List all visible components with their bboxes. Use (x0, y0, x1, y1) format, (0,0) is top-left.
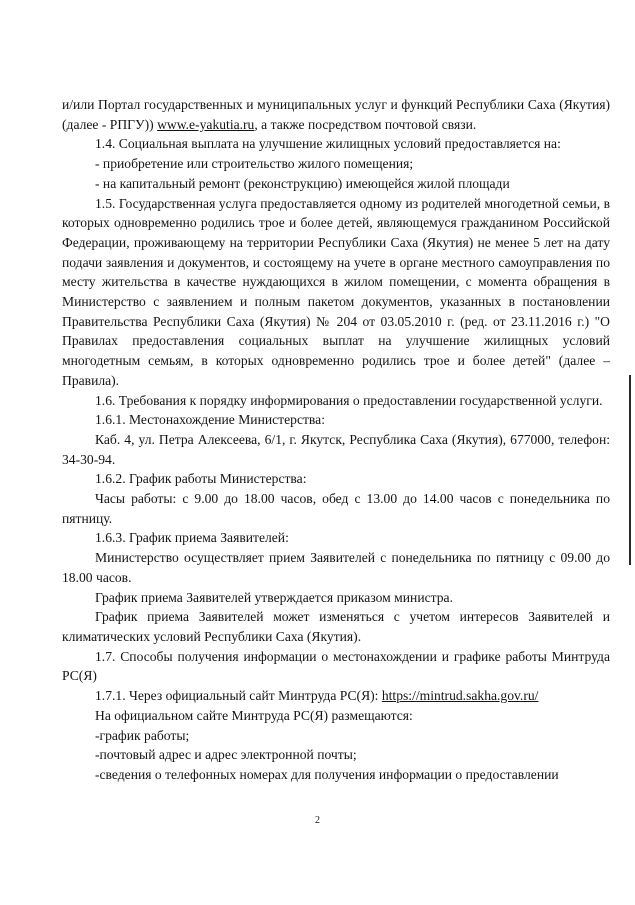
section-1-6: 1.6. Требования к порядку информирования о предоставлении государственной услуги. (95, 392, 603, 408)
section-1-6-3: 1.6.3. График приема Заявителей: (95, 530, 289, 546)
address-paragraph: Каб. 4, ул. Петра Алексеева, 6/1, г. Якутск, Республика Саха (Якутия), 677000, телефон: 34-30-94. (62, 431, 610, 467)
reception-paragraph: Министерство осуществляет прием Заявителей с понедельника по пятницу с 09.00 до 18.00 часов. (62, 550, 610, 585)
scan-edge-mark (629, 375, 631, 565)
list-item: -график работы; (95, 727, 190, 743)
section-1-6-2: 1.6.2. График работы Министерства: (95, 471, 307, 487)
website-link[interactable]: www.e-yakutia.ru (157, 116, 255, 132)
reception-change-paragraph: График приема Заявителей может изменяться с учетом интересов Заявителей и климатических условий Республики Саха (Якутия). (62, 609, 610, 644)
working-hours-paragraph: Часы работы: с 9.00 до 18.00 часов, обед с 13.00 до 14.00 часов с понедельника по пятницу. (62, 491, 610, 526)
section-1-4: 1.4. Социальная выплата на улучшение жилищных условий предоставляется на: (95, 136, 561, 152)
site-contents-paragraph: На официальном сайте Минтруда РС(Я) размещаются: (95, 707, 413, 723)
section-1-5: 1.5. Государственная услуга предоставляется одному из родителей многодетной семьи, в которых одновременно родились трое и более детей, являющемуся гражданином Российской Федерации, проживающему на территории Республики Саха (Якутия) не менее 5 лет на дату подачи заявления и документов, и состоящему на учете в органе местного самоуправления по месту жительства в качестве нуждающихся в жилом помещении, с момента обращения в Министерство с заявлением и полным пакетом документов, указанных в постановлении Правительства Республики Саха (Якутия) № 204 от 03.05.2010 г. (ред. от 23.11.2016 г.) "О Правилах предоставления социальных выплат на улучшение жилищных условий многодетным семьям, в которых одновременно родились трое и более детей" (далее – Правила). (62, 195, 610, 388)
list-item: -сведения о телефонных номерах для получения информации о предоставлении (95, 766, 559, 782)
reception-approval-paragraph: График приема Заявителей утверждается приказом министра. (95, 589, 453, 605)
paragraph (62, 95, 610, 134)
paragraph-text: , а также посредством почтовой связи. (254, 116, 477, 132)
page-number: 2 (315, 815, 320, 826)
section-1-7: 1.7. Способы получения информации о местонахождении и графике работы Минтруда РС(Я) (62, 648, 610, 684)
list-item: - приобретение или строительство жилого помещения; (95, 156, 414, 172)
list-item: - на капитальный ремонт (реконструкцию) имеющейся жилой площади (95, 175, 510, 191)
mintrud-link[interactable]: https://mintrud.sakha.gov.ru/ (381, 688, 539, 704)
document-body (62, 95, 610, 785)
list-item: -почтовый адрес и адрес электронной почты; (95, 747, 357, 763)
section-1-6-1: 1.6.1. Местонахождение Министерства: (95, 412, 325, 428)
section-1-7-1 (62, 686, 610, 706)
paragraph-text: 1.7.1. Через официальный сайт Минтруда РС(Я): (95, 688, 382, 704)
paragraph-text: и/или Портал государственных и муниципальных услуг и функций Республики Саха (Якутия) (далее - РПГУ)) (62, 97, 610, 132)
